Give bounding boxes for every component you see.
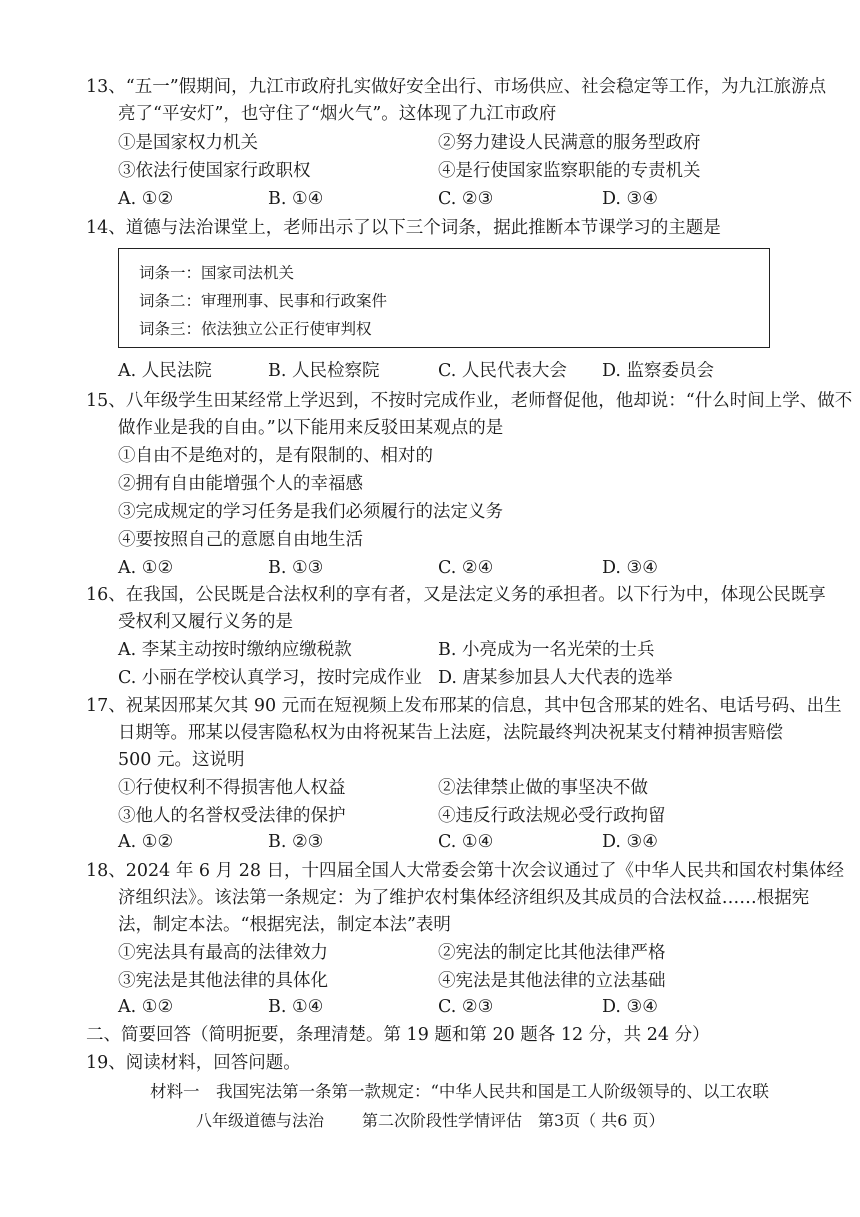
q15-statement-3: ③完成规定的学习任务是我们必须履行的法定义务 — [118, 502, 503, 522]
q16-option-c: C. 小丽在学校认真学习，按时完成作业 — [118, 668, 422, 688]
q13-option-d: D. ③④ — [602, 189, 658, 209]
q17-option-d: D. ③④ — [602, 832, 658, 852]
q14-option-c: C. 人民代表大会 — [438, 361, 567, 381]
q18-statement-2: ②宪法的制定比其他法律严格 — [438, 943, 666, 963]
q15-stem-line2: 做作业是我的自由。”以下能用来反驳田某观点的是 — [118, 418, 504, 438]
q13-stem-line1: 13、“五一”假期间，九江市政府扎实做好安全出行、市场供应、社会稳定等工作，为九江旅游点 — [86, 77, 827, 97]
q17-stem-line2: 日期等。邢某以侵害隐私权为由将祝某告上法庭，法院最终判决祝某支付精神损害赔偿 — [118, 723, 783, 743]
q15-statement-1: ①自由不是绝对的，是有限制的、相对的 — [118, 446, 433, 466]
q17-stem-line3: 500 元。这说明 — [118, 750, 245, 770]
q15-option-d: D. ③④ — [602, 558, 658, 578]
q17-statement-1: ①行使权利不得损害他人权益 — [118, 778, 346, 798]
q18-option-a: A. ①② — [118, 997, 174, 1017]
q19-material-1: 材料一 我国宪法第一条第一款规定：“中华人民共和国是工人阶级领导的、以工农联 — [150, 1082, 769, 1101]
q14-term-3: 词条三：依法独立公正行使审判权 — [139, 320, 372, 338]
q16-option-d: D. 唐某参加县人大代表的选举 — [438, 668, 673, 688]
q19-stem: 19、阅读材料，回答问题。 — [86, 1053, 301, 1073]
q14-option-a: A. 人民法院 — [118, 361, 212, 381]
q18-statement-3: ③宪法是其他法律的具体化 — [118, 971, 328, 991]
q14-option-b: B. 人民检察院 — [268, 361, 380, 381]
q14-stem: 14、道德与法治课堂上，老师出示了以下三个词条，据此推断本节课学习的主题是 — [86, 218, 721, 238]
q17-option-c: C. ①④ — [438, 832, 494, 852]
q15-option-b: B. ①③ — [268, 558, 324, 578]
q15-option-c: C. ②④ — [438, 558, 494, 578]
q15-option-a: A. ①② — [118, 558, 174, 578]
q14-term-1: 词条一：国家司法机关 — [139, 264, 295, 282]
q14-option-d: D. 监察委员会 — [602, 361, 715, 381]
q17-option-b: B. ②③ — [268, 832, 324, 852]
q13-statement-4: ④是行使国家监察职能的专责机关 — [438, 161, 701, 181]
q15-stem-line1: 15、八年级学生田某经常上学迟到，不按时完成作业，老师督促他，他却说：“什么时间上学、做不 — [86, 391, 853, 411]
footer-page-number: 第3页（ 共6 页） — [538, 1111, 665, 1130]
footer-exam-title: 第二次阶段性学情评估 — [362, 1111, 523, 1130]
q17-statement-2: ②法律禁止做的事坚决不做 — [438, 778, 648, 798]
q16-stem-line2: 受权利又履行义务的是 — [118, 612, 293, 632]
q13-option-b: B. ①④ — [268, 189, 324, 209]
q18-statement-1: ①宪法具有最高的法律效力 — [118, 943, 328, 963]
q14-term-box — [118, 248, 770, 348]
q13-option-c: C. ②③ — [438, 189, 494, 209]
q18-stem-line2: 济组织法》。该法第一条规定：为了维护农村集体经济组织及其成员的合法权益……根据宪 — [118, 888, 810, 908]
q15-statement-2: ②拥有自由能增强个人的幸福感 — [118, 474, 363, 494]
q13-statement-3: ③依法行使国家行政职权 — [118, 161, 311, 181]
q14-term-2: 词条二：审理刑事、民事和行政案件 — [139, 292, 388, 310]
footer-subject: 八年级道德与法治 — [196, 1111, 325, 1130]
q18-option-b: B. ①④ — [268, 997, 324, 1017]
q13-statement-2: ②努力建设人民满意的服务型政府 — [438, 133, 701, 153]
q17-option-a: A. ①② — [118, 832, 174, 852]
q17-statement-4: ④违反行政法规必受行政拘留 — [438, 806, 666, 826]
q16-option-b: B. 小亮成为一名光荣的士兵 — [438, 640, 655, 660]
q15-statement-4: ④要按照自己的意愿自由地生活 — [118, 530, 363, 550]
section-2-heading: 二、简要回答（简明扼要，条理清楚。第 19 题和第 20 题各 12 分，共 24 分） — [86, 1025, 710, 1045]
q18-option-c: C. ②③ — [438, 997, 494, 1017]
q16-stem-line1: 16、在我国，公民既是合法权利的享有者，又是法定义务的承担者。以下行为中，体现公民既享 — [86, 585, 826, 605]
q17-stem-line1: 17、祝某因邢某欠其 90 元而在短视频上发布邢某的信息，其中包含邢某的姓名、电话号码、出生 — [86, 696, 842, 716]
q13-option-a: A. ①② — [118, 189, 174, 209]
q18-stem-line1: 18、2024 年 6 月 28 日，十四届全国人大常委会第十次会议通过了《中华人民共和国农村集体经 — [86, 861, 845, 881]
q13-stem-line2: 亮了“平安灯”，也守住了“烟火气”。这体现了九江市政府 — [118, 104, 557, 124]
q18-stem-line3: 法，制定本法。“根据宪法，制定本法”表明 — [118, 915, 451, 935]
q13-statement-1: ①是国家权力机关 — [118, 133, 258, 153]
q18-statement-4: ④宪法是其他法律的立法基础 — [438, 971, 666, 991]
q17-statement-3: ③他人的名誉权受法律的保护 — [118, 806, 346, 826]
q18-option-d: D. ③④ — [602, 997, 658, 1017]
q16-option-a: A. 李某主动按时缴纳应缴税款 — [118, 640, 352, 660]
